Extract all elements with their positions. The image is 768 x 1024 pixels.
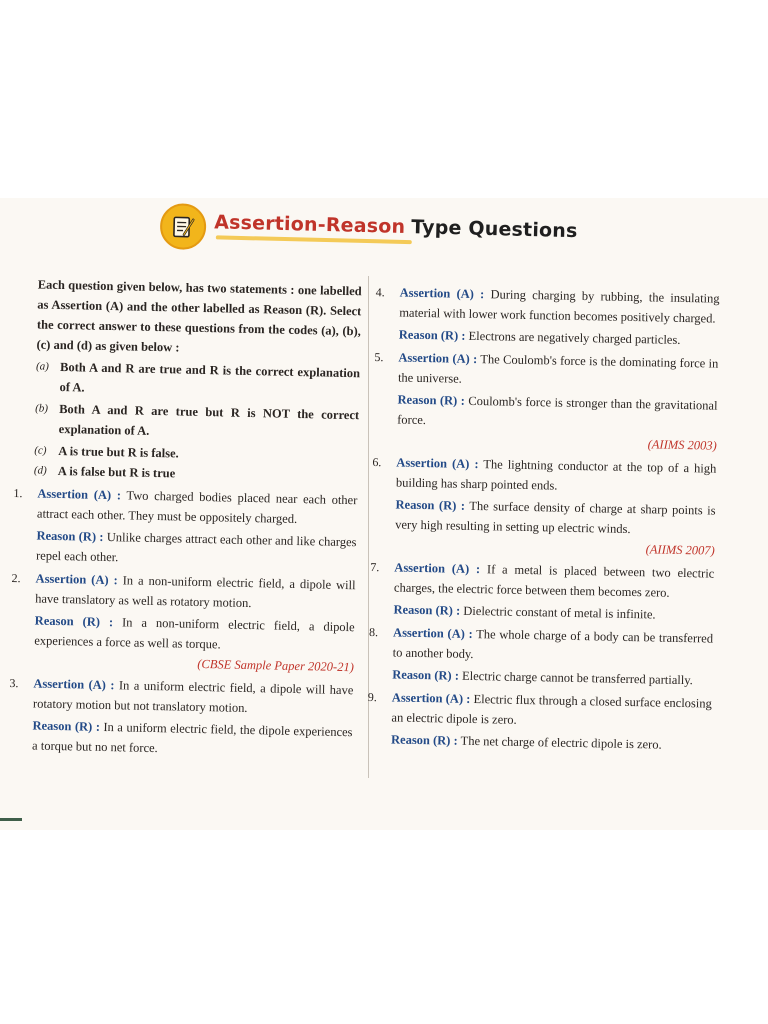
reason-label: Reason (R) : — [390, 732, 458, 748]
assertion-label: Assertion (A) : — [35, 571, 118, 588]
assertion-text: Two charged bodies placed near each other attract each other. They must be oppositely charged. — [36, 488, 358, 526]
question-number: 4. — [375, 285, 385, 300]
question-number: 7. — [370, 560, 380, 575]
question-5 — [369, 347, 719, 456]
reason-label: Reason (R) : — [36, 528, 104, 544]
assertion-label: Assertion (A) : — [392, 625, 473, 641]
option-key: (b) — [35, 402, 49, 415]
title-part-assertion-reason: Assertion-Reason — [213, 211, 406, 238]
reason-text: The net charge of electric dipole is zero. — [460, 733, 662, 752]
option-text: A is true but R is false. — [58, 443, 179, 461]
reason-text: Coulomb's force is stronger than the gravitational force. — [397, 393, 718, 428]
question-1 — [8, 483, 358, 572]
assertion-label: Assertion (A) : — [37, 486, 122, 503]
question-6 — [367, 452, 717, 561]
option-text: A is false but R is true — [57, 463, 176, 481]
question-number: 8. — [368, 625, 379, 640]
assertion-text: The whole charge of a body can be transferred to another body. — [392, 627, 714, 662]
assertion-label: Assertion (A) : — [33, 676, 115, 693]
reason-text: Electrons are negatively charged particles. — [468, 328, 681, 347]
option-b — [11, 398, 360, 445]
assertion-text: Electric flux through a closed surface enclosing an electric dipole is zero. — [391, 692, 712, 727]
reason-label: Reason (R) : — [32, 718, 101, 734]
assertion-text: If a metal is placed between two electric charges, the electric force between them becomes zero. — [393, 562, 715, 600]
reason-label: Reason (R) : — [34, 613, 114, 630]
question-3 — [4, 673, 354, 762]
question-number: 6. — [372, 455, 382, 470]
reason-label: Reason (R) : — [395, 497, 466, 513]
option-key: (c) — [34, 444, 47, 457]
section-header — [159, 203, 580, 269]
question-number: 9. — [367, 690, 378, 705]
option-a — [11, 356, 360, 403]
assertion-label: Assertion (A) : — [396, 455, 479, 472]
reason-label: Reason (R) : — [397, 392, 466, 408]
question-2 — [6, 568, 356, 677]
reason-label: Reason (R) : — [393, 602, 461, 618]
title-part-type-questions: Type Questions — [410, 216, 578, 243]
question-7 — [365, 557, 714, 626]
option-key: (d) — [33, 464, 47, 477]
option-key: (a) — [35, 360, 50, 373]
instructions-text: Each question given below, has two statements : one labelled as Assertion (A) and the other labelled as Reason (R). Select the correct answer to these questions from the codes (a), (b), (c) and (d) as given below : — [36, 277, 362, 355]
reason-text: In a uniform electric field, the dipole experiences a torque but no net force. — [31, 719, 353, 756]
question-9 — [363, 687, 712, 756]
question-number: 3. — [9, 675, 19, 691]
assertion-text: The Coulomb's force is the dominating force in the universe. — [397, 352, 719, 386]
page-edge-mark — [0, 818, 22, 821]
source-citation: (AIIMS 2007) — [645, 542, 715, 558]
reason-label: Reason (R) : — [398, 327, 466, 343]
reason-text: Electric charge cannot be transferred partially. — [461, 668, 693, 688]
reason-text: Unlike charges attract each other and like charges repel each other. — [35, 530, 357, 565]
question-number: 2. — [11, 571, 21, 586]
assertion-text: The lightning conductor at the top of a high building has sharp pointed ends. — [395, 457, 717, 493]
question-number: 1. — [13, 486, 23, 501]
assertion-label: Assertion (A) : — [399, 285, 485, 302]
source-citation: (CBSE Sample Paper 2020-21) — [197, 656, 354, 675]
assertion-text: During charging by rubbing, the insulating material with lower work function becomes positively charged. — [399, 287, 720, 326]
option-text: Both A and R are true and R is the correct explanation of A. — [59, 359, 361, 395]
reason-text: The surface density of charge at sharp points is very high resulting in setting up electric winds. — [395, 498, 716, 537]
assertion-label: Assertion (A) : — [391, 690, 471, 706]
question-number: 5. — [374, 350, 384, 365]
right-column — [363, 274, 720, 756]
assertion-text: In a non-uniform electric field, a dipole will have translatory as well as rotatory motion. — [35, 573, 356, 611]
reason-text: Dielectric constant of metal is infinite. — [463, 603, 656, 622]
assertion-text: In a uniform electric field, a dipole will have rotatory motion but not translatory motion. — [32, 678, 354, 715]
left-column — [4, 274, 362, 762]
reason-text: In a non-uniform electric field, a dipole experiences a force as well as torque. — [34, 615, 355, 652]
notepad-pencil-icon — [160, 203, 207, 250]
option-text: Both A and R are true but R is NOT the correct explanation of A. — [58, 401, 360, 438]
question-8 — [364, 622, 713, 691]
question-4 — [371, 282, 720, 351]
assertion-label: Assertion (A) : — [394, 560, 481, 577]
assertion-label: Assertion (A) : — [398, 350, 478, 367]
reason-label: Reason (R) : — [392, 667, 460, 683]
source-citation: (AIIMS 2003) — [647, 437, 717, 453]
